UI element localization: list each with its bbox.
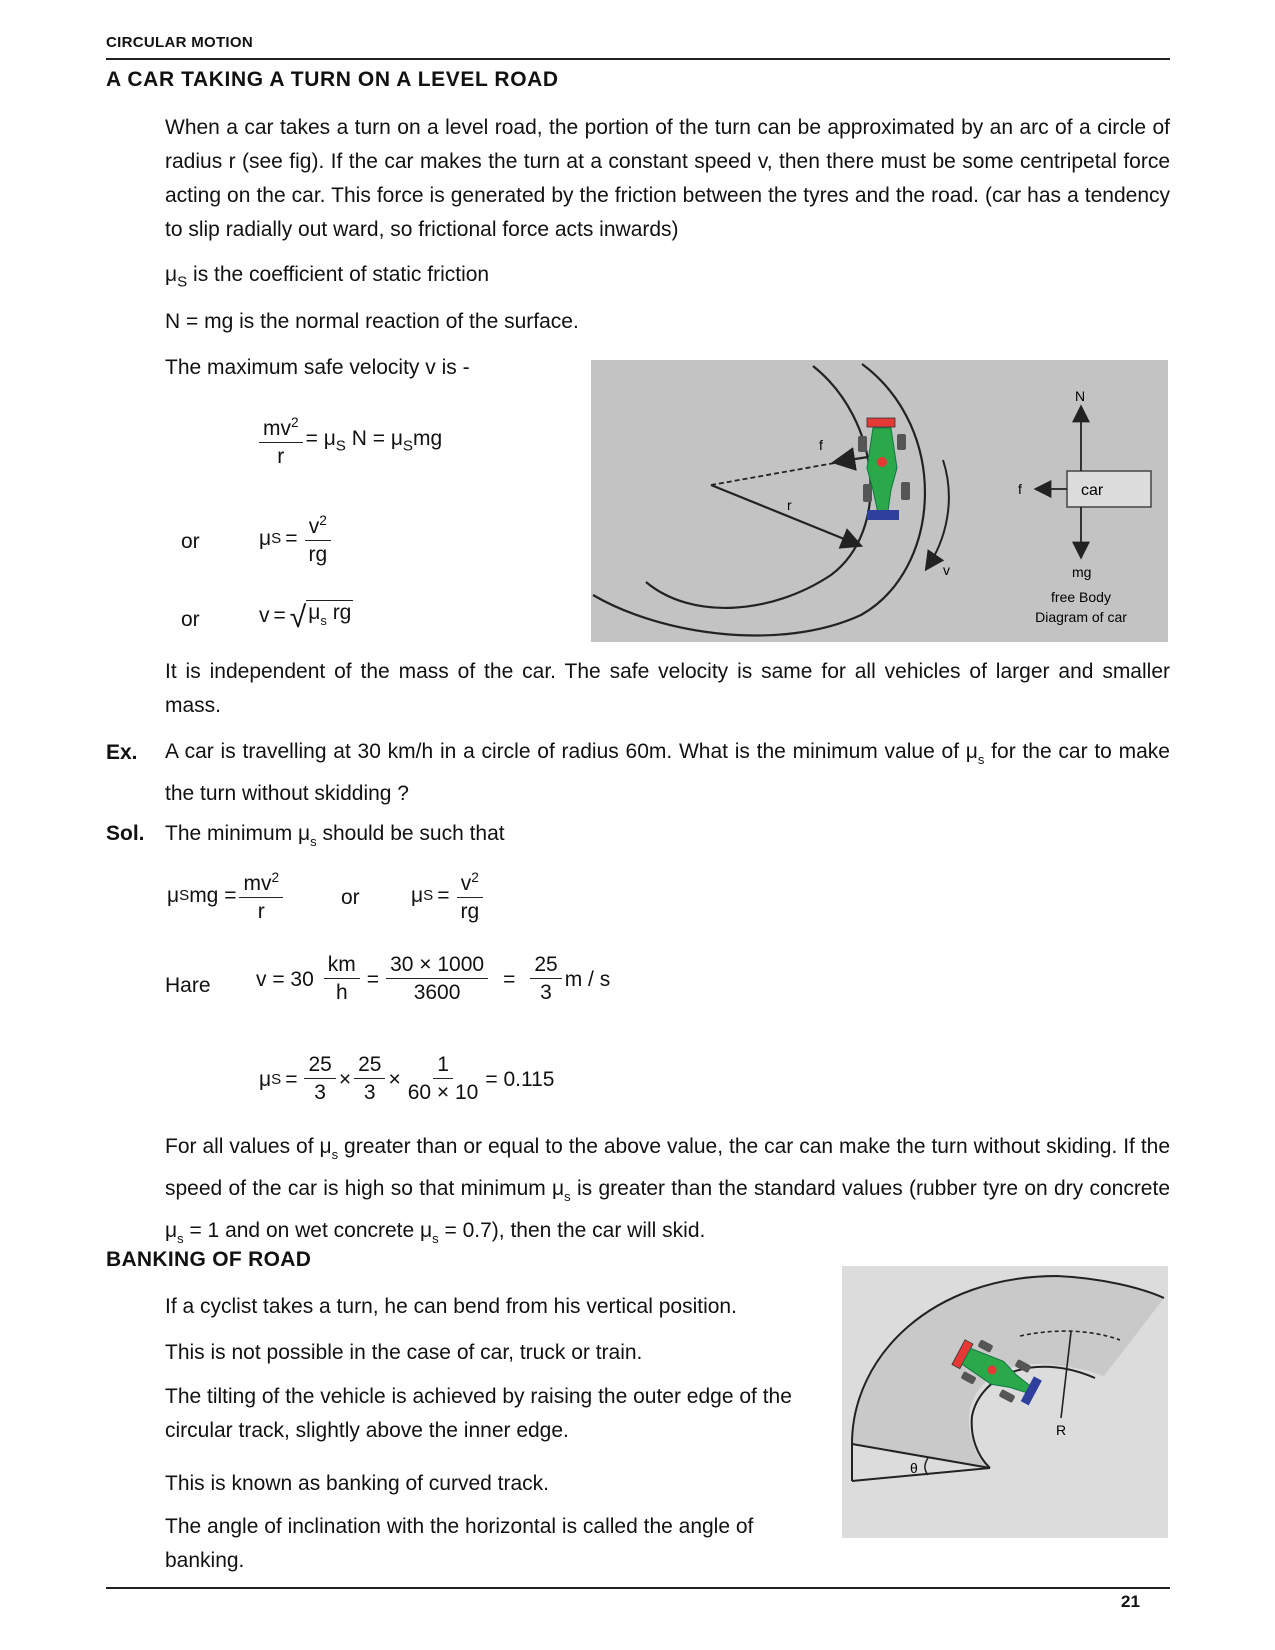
equation-mu-v2rg-solution: μ S = $\frac{v^2}{rg}$ (411, 865, 486, 926)
intro-paragraph: When a car takes a turn on a level road, the portion of the turn can be approximated by an arc of a circle of radius r (see fig). If the car makes the turn at a constant speed v, then there must be some centripetal force acting on the car. This force is generated by the friction between the tyres and the road. (car has a tendency to slip radially out ward, so frictional force acts inwards) (165, 116, 1170, 241)
radius-arrow (711, 485, 859, 545)
mu-symbol: μ (165, 263, 178, 286)
figure-banked-road-svg (842, 1266, 1168, 1538)
car-body (867, 428, 897, 518)
example-label: Ex. (106, 741, 138, 764)
label-f-fbd: f (1018, 481, 1022, 497)
figure-car-turn-svg (591, 360, 1168, 642)
tyre (901, 482, 910, 500)
inner-road-arc (646, 366, 871, 608)
fbd-caption-line1: free Body (1051, 589, 1111, 605)
friction-arrow (836, 457, 868, 462)
banking-text-4: This is known as banking of curved track. (165, 1472, 550, 1495)
header-rule (106, 58, 1170, 60)
driver-helmet (877, 457, 887, 467)
tyre (897, 434, 906, 450)
banking-text-2: This is not possible in the case of car, truck or train. (165, 1341, 643, 1364)
normal-definition: N = mg is the normal reaction of the surface. (165, 310, 579, 333)
fbd-car-box (1067, 471, 1151, 507)
velocity-arrow (927, 460, 949, 568)
mu-definition: $\mu_S$ is the coefficient of static friction (165, 263, 490, 291)
equation-mu-equals-v2-rg: μ S = $\frac{v^2}{rg}$ (259, 508, 334, 569)
rear-wing (867, 418, 895, 427)
banking-text-1: If a cyclist takes a turn, he can bend from his vertical position. (165, 1295, 737, 1318)
theta-arc (925, 1458, 928, 1475)
mu-result-value: = 0.115 (485, 1067, 555, 1091)
race-car-icon (858, 418, 910, 520)
label-f: f (819, 437, 823, 453)
footer-rule (106, 1587, 1170, 1589)
label-mg: mg (1072, 564, 1092, 580)
tyre (999, 1389, 1016, 1403)
label-v: v (943, 562, 950, 578)
label-car: car (1081, 482, 1104, 499)
equation-velocity-conversion: v = 30 $\frac{km}{h}$ = $\frac{30 \times 1000}{3600}$ = $\frac{25}{3}$ m / s (256, 953, 611, 1004)
skid-conditions-paragraph: For all values of $\mu_s$ greater than or equal to the above value, the car can make the turn without skiding. If the speed of the car is high so that minimum $\mu_s$ is greater than the standard values (rubber tyre on dry concrete $\mu_s = 1$ and on wet concrete $\mu_s = 0.7$), then the car will skid. (165, 1135, 1171, 1246)
mass-independence-paragraph: It is independent of the mass of the car. The safe velocity is same for all vehicles of larger and smaller mass. (165, 660, 1170, 717)
solution-label: Sol. (106, 822, 145, 845)
sqrt-symbol: √ $\mu_s$ rg (289, 600, 352, 634)
fraction-mv2-over-r: $\frac{mv^2}{r}$ (259, 410, 303, 471)
figure-banked-road (842, 1266, 1168, 1538)
label-r: r (787, 497, 792, 513)
label-theta: θ (910, 1460, 918, 1476)
example-text: A car is travelling at 30 km/h in a circle of radius 60m. What is the minimum value of $\mu_s$ for the car to make the turn without skidding ? (165, 740, 1170, 805)
chapter-header: CIRCULAR MOTION (106, 34, 253, 51)
label-N: N (1075, 388, 1086, 404)
section-title-level-road: A CAR TAKING A TURN ON A LEVEL ROAD (106, 68, 559, 91)
bank-base-line (852, 1468, 990, 1481)
max-velocity-text: The maximum safe velocity v is - (165, 356, 470, 379)
radius-dashed-line (711, 461, 846, 485)
equation-mu-mg-mv2r: μ S mg = $\frac{mv^2}{r}$ (167, 865, 286, 926)
front-wing (867, 510, 899, 520)
fbd-caption-line2: Diagram of car (1035, 609, 1127, 625)
figure-car-turn-level-road (591, 360, 1168, 642)
equation-v-sqrt: v = √ $\mu_s$ rg (259, 600, 352, 634)
equation-mu-result: μ S = $\frac{25}{3}$ × $\frac{25}{3}$ × $\frac{1}{60 \times 10}$ = 0.115 (259, 1053, 555, 1104)
or-label-1: or (181, 530, 200, 553)
banking-text-3: The tilting of the vehicle is achieved by raising the outer edge of the circular track, slightly above the inner edge. (165, 1385, 792, 1442)
label-R: R (1056, 1422, 1067, 1438)
tyre (863, 484, 872, 502)
equation-centripetal-friction: $\frac{mv^2}{r}$ = $\mu_S$ $N = \mu_Smg$ (256, 410, 442, 471)
solution-intro: The minimum $\mu_s$ should be such that (165, 822, 505, 849)
or-label-2: or (181, 608, 200, 631)
banking-text-5: The angle of inclination with the horizontal is called the angle of banking. (165, 1515, 754, 1572)
tyre (858, 436, 867, 452)
section-title-banking: BANKING OF ROAD (106, 1248, 312, 1271)
page-number: 21 (1121, 1592, 1140, 1611)
hare-label: Hare (165, 974, 211, 997)
or-label-3: or (341, 886, 360, 909)
